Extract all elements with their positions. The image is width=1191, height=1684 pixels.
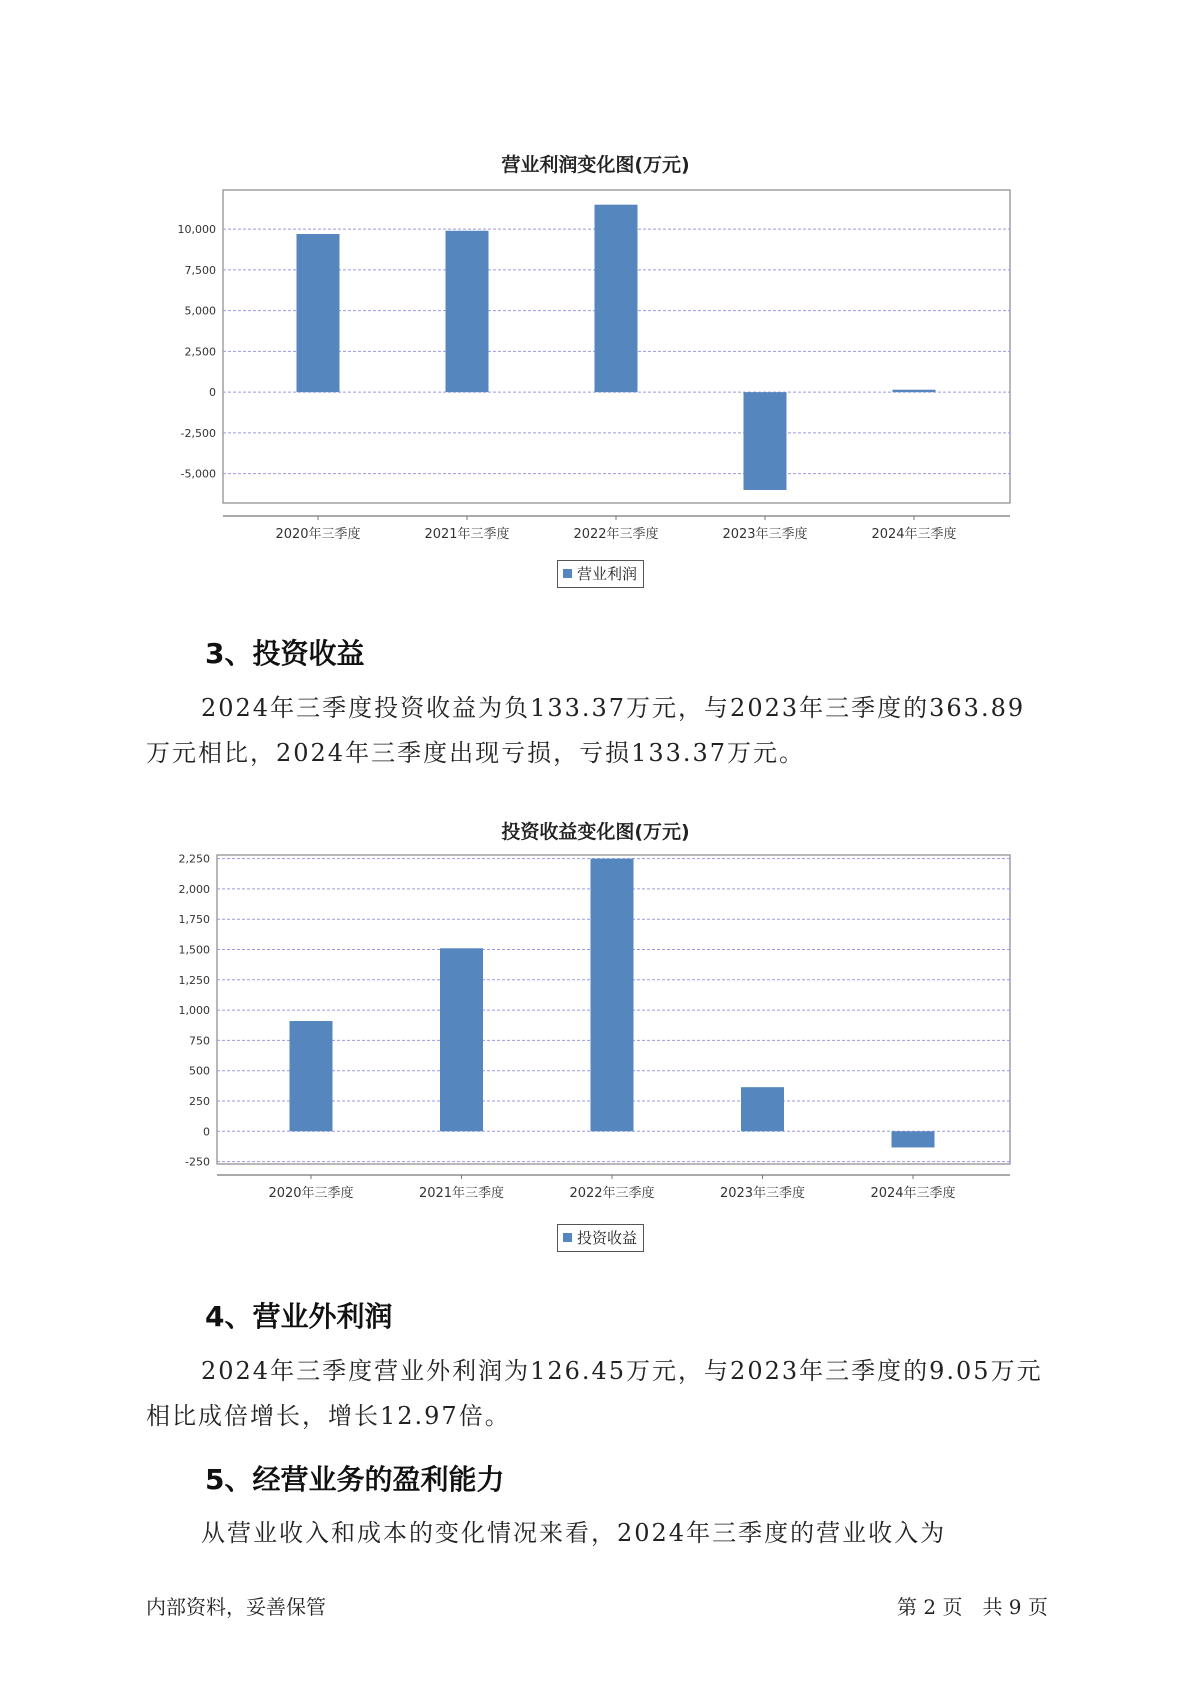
chart2-legend <box>557 1224 644 1252</box>
y-tick-label: 10,000 <box>177 223 216 237</box>
heading-investment-income: 3、投资收益 <box>205 637 365 670</box>
bar <box>595 205 638 392</box>
paragraph-profitability: 从营业收入和成本的变化情况来看，2024年三季度的营业收入为 <box>201 1519 947 1547</box>
y-tick-label: 0 <box>209 386 216 400</box>
y-tick-label: 2,500 <box>184 345 216 359</box>
bar <box>446 231 489 392</box>
chart1-legend-label: 营业利润 <box>577 565 638 583</box>
x-tick-label: 2020年三季度 <box>268 1186 354 1201</box>
bar <box>297 234 340 392</box>
bar <box>591 859 634 1132</box>
bar <box>893 390 936 392</box>
x-tick-label: 2024年三季度 <box>870 1186 956 1201</box>
bar <box>290 1021 333 1131</box>
y-tick-label: 5,000 <box>184 304 216 318</box>
investment-income-chart <box>0 852 1191 1205</box>
y-tick-label: 1,000 <box>178 1004 210 1018</box>
footer-page-number: 第 2 页 共 9 页 <box>897 1595 1048 1619</box>
x-tick-label: 2022年三季度 <box>569 1186 655 1201</box>
legend-swatch <box>563 569 572 578</box>
x-tick-label: 2023年三季度 <box>722 527 808 542</box>
paragraph-non-operating-profit: 2024年三季度营业外利润为126.45万元，与2023年三季度的9.05万元相比成倍增长，增长12.97倍。 <box>146 1357 1043 1430</box>
footer-confidential: 内部资料，妥善保管 <box>146 1595 326 1619</box>
bar <box>892 1131 935 1147</box>
operating-profit-chart <box>0 185 1191 542</box>
bar <box>744 392 787 490</box>
paragraph-investment-income: 2024年三季度投资收益为负133.37万元，与2023年三季度的363.89万元相比，2024年三季度出现亏损，亏损133.37万元。 <box>146 694 1026 767</box>
heading-non-operating-profit: 4、营业外利润 <box>205 1300 393 1333</box>
chart2-legend-label: 投资收益 <box>577 1229 638 1247</box>
y-tick-label: -250 <box>185 1155 210 1169</box>
x-tick-label: 2021年三季度 <box>418 1186 505 1201</box>
x-tick-label: 2024年三季度 <box>871 527 957 542</box>
x-tick-label: 2023年三季度 <box>719 1186 806 1201</box>
y-tick-label: 0 <box>203 1125 210 1139</box>
x-tick-label: 2021年三季度 <box>424 527 510 542</box>
bar <box>440 948 483 1131</box>
x-tick-label: 2022年三季度 <box>573 527 659 542</box>
y-tick-label: -5,000 <box>180 467 216 481</box>
bar <box>741 1087 784 1131</box>
y-tick-label: 7,500 <box>184 263 216 277</box>
y-tick-label: 500 <box>189 1064 210 1078</box>
legend-swatch <box>563 1233 572 1242</box>
y-tick-label: 750 <box>189 1034 210 1048</box>
x-tick-label: 2020年三季度 <box>275 527 361 542</box>
y-tick-label: 2,250 <box>178 852 210 866</box>
y-tick-label: 2,000 <box>178 882 210 896</box>
heading-profitability: 5、经营业务的盈利能力 <box>205 1463 505 1496</box>
y-tick-label: -2,500 <box>180 426 216 440</box>
chart1-title: 营业利润变化图(万元) <box>501 154 690 176</box>
chart2-title: 投资收益变化图(万元) <box>501 821 690 843</box>
y-tick-label: 1,250 <box>178 973 210 987</box>
y-tick-label: 1,500 <box>178 943 210 957</box>
chart1-legend <box>557 560 644 588</box>
y-tick-label: 250 <box>189 1094 210 1108</box>
y-tick-label: 1,750 <box>178 913 210 927</box>
